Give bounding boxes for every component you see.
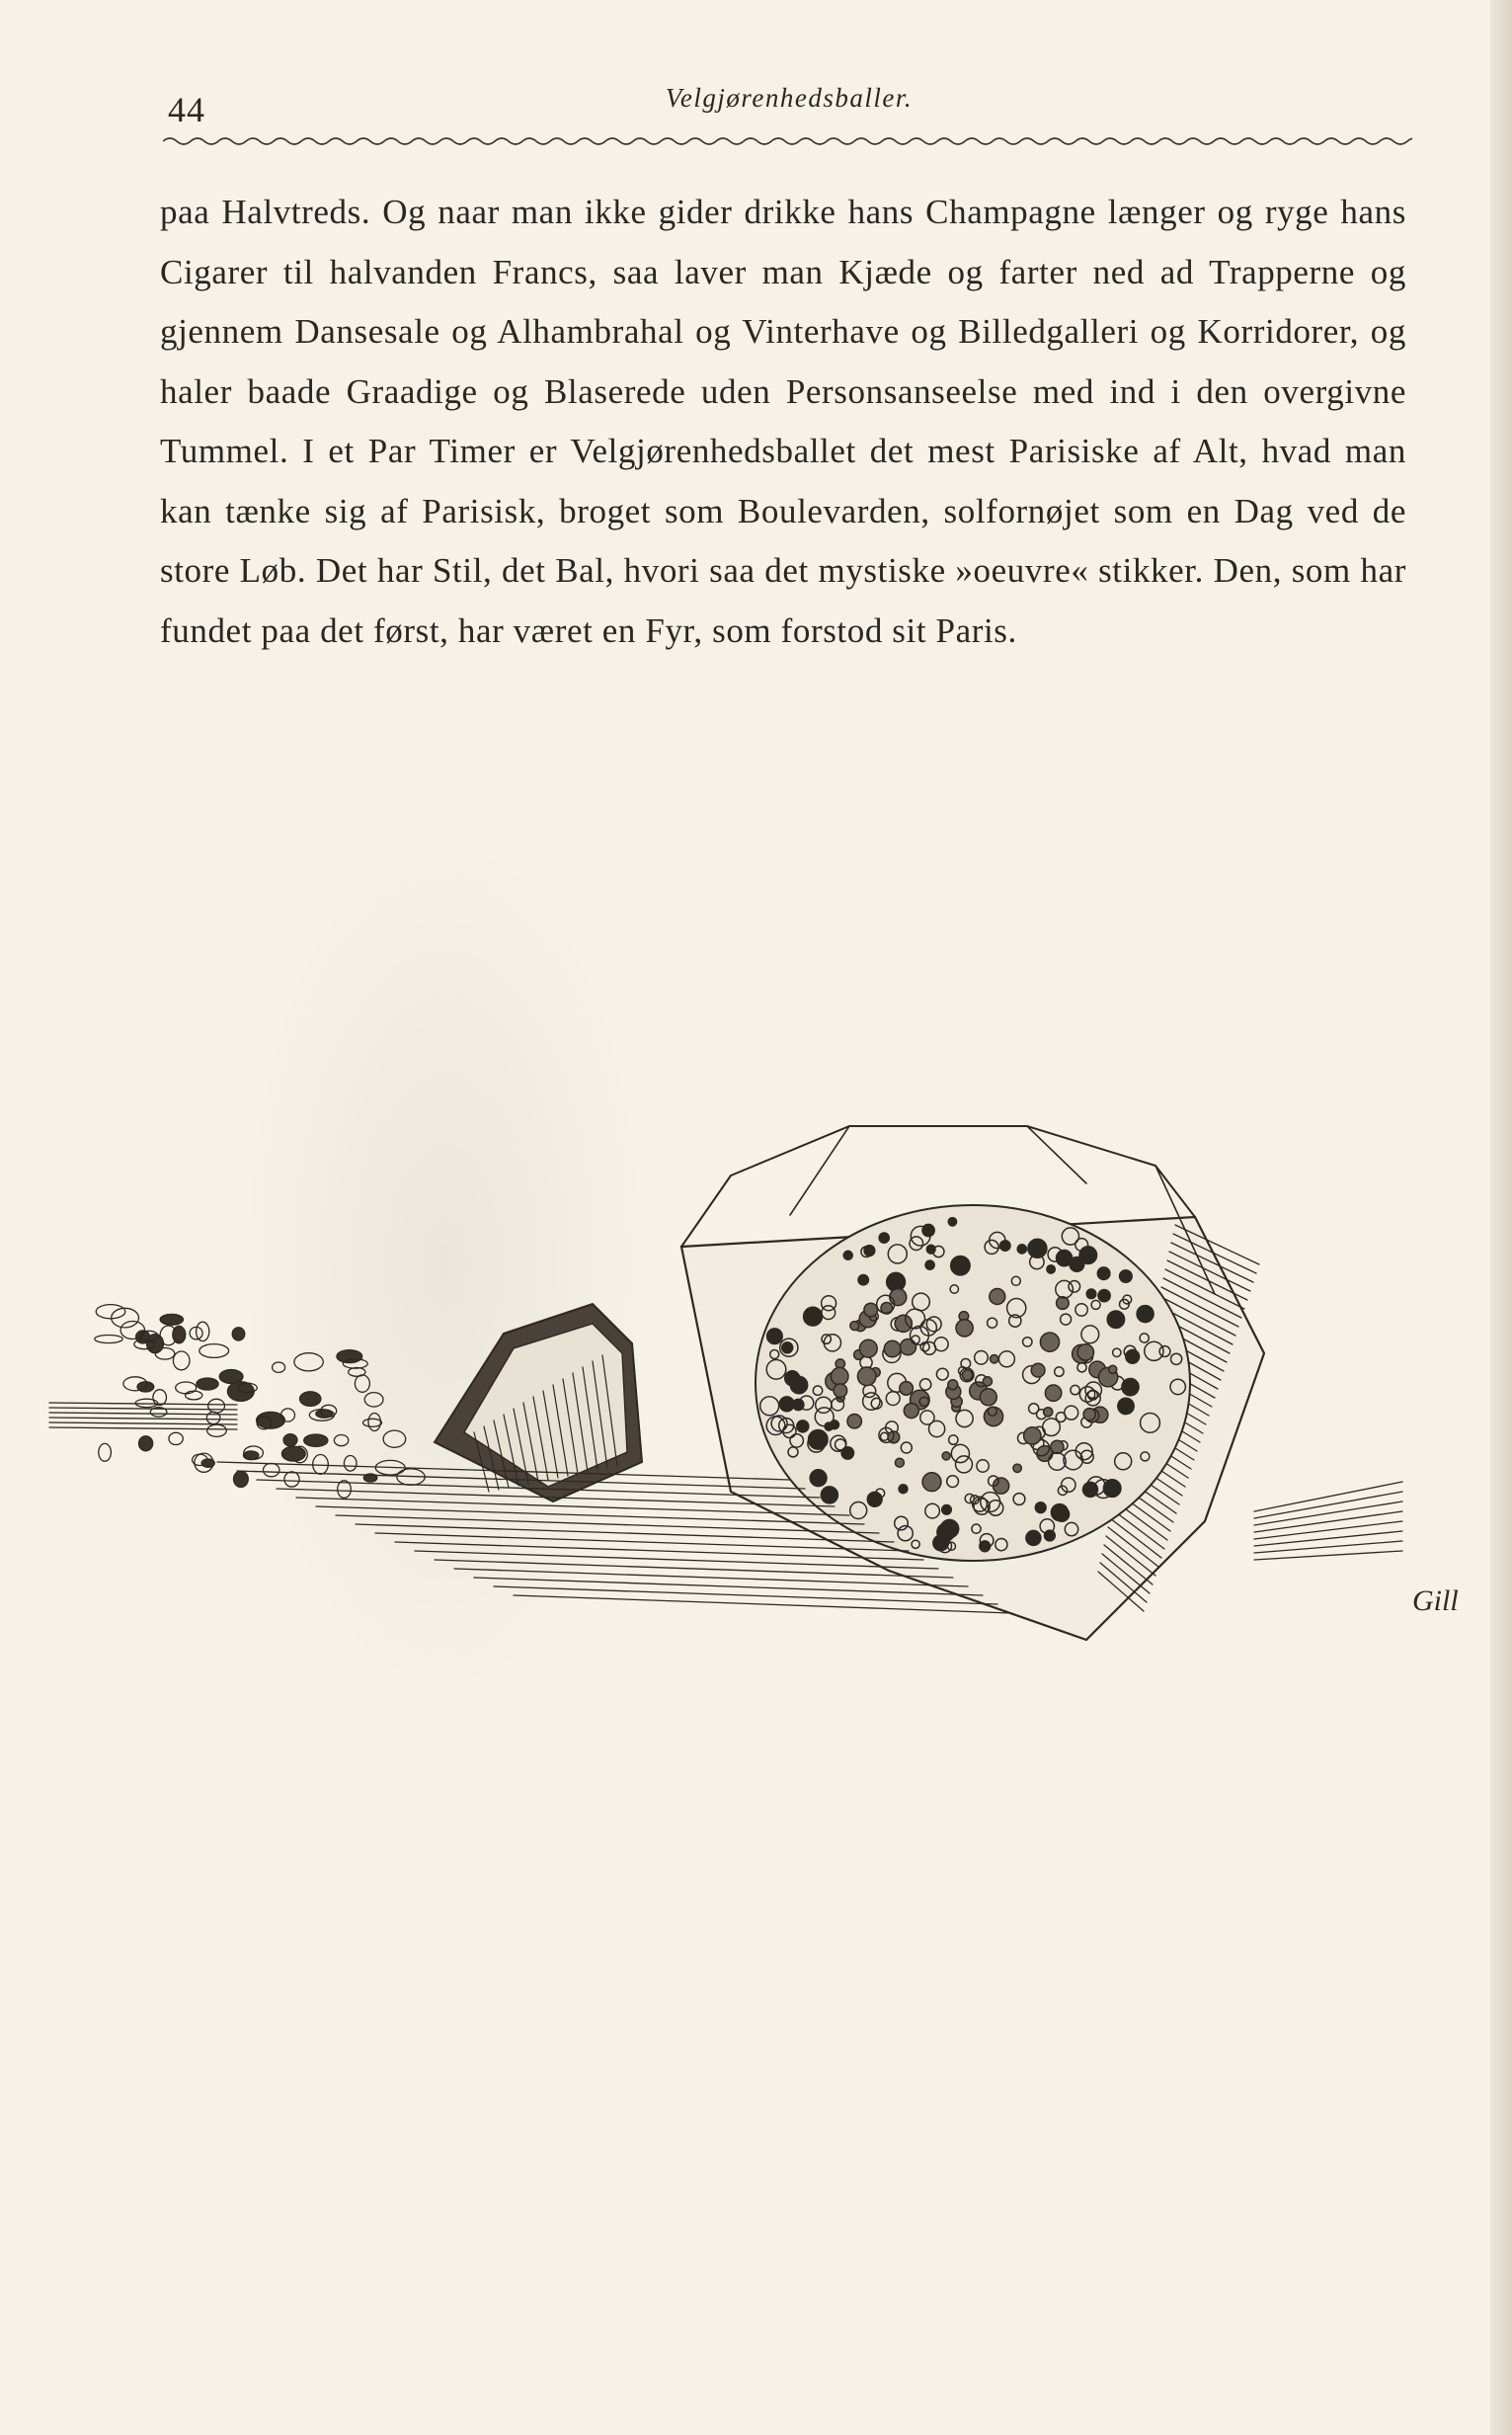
body-paragraph: paa Halvtreds. Og naar man ikke gider drikke hans Champagne længer og ryge hans Cigarer til halvanden Francs, saa laver man Kjæde og farter ned ad Trapperne og gjennem Dansesale og Alhambrahal og Vinterhave og Billedgalleri og Korridorer, og haler baade Graadige og Blaserede uden Personsanseelse med ind i den overgivne Tummel. I et Par Timer er Velgjørenhedsballet det mest Parisiske af Alt, hvad man kan tænke sig af Parisisk, broget som Boulevarden, solfornøjet som en Dag ved de store Løb. Det har Stil, det Bal, hvori saa det mystiske »oeuvre« stikker. Den, som har fundet paa det først, har været en Fyr, som forstod sit Paris. xyxy=(160,193,1406,650)
bouquet-illustration xyxy=(40,1106,1491,1679)
artist-signature: Gill xyxy=(1412,1584,1459,1617)
page-edge xyxy=(1490,0,1512,2435)
running-title: Velgjørenhedsballer. xyxy=(665,83,914,113)
page-number: 44 xyxy=(168,90,205,129)
decorative-wavy-rule xyxy=(163,134,1412,148)
page-header xyxy=(168,81,1410,140)
